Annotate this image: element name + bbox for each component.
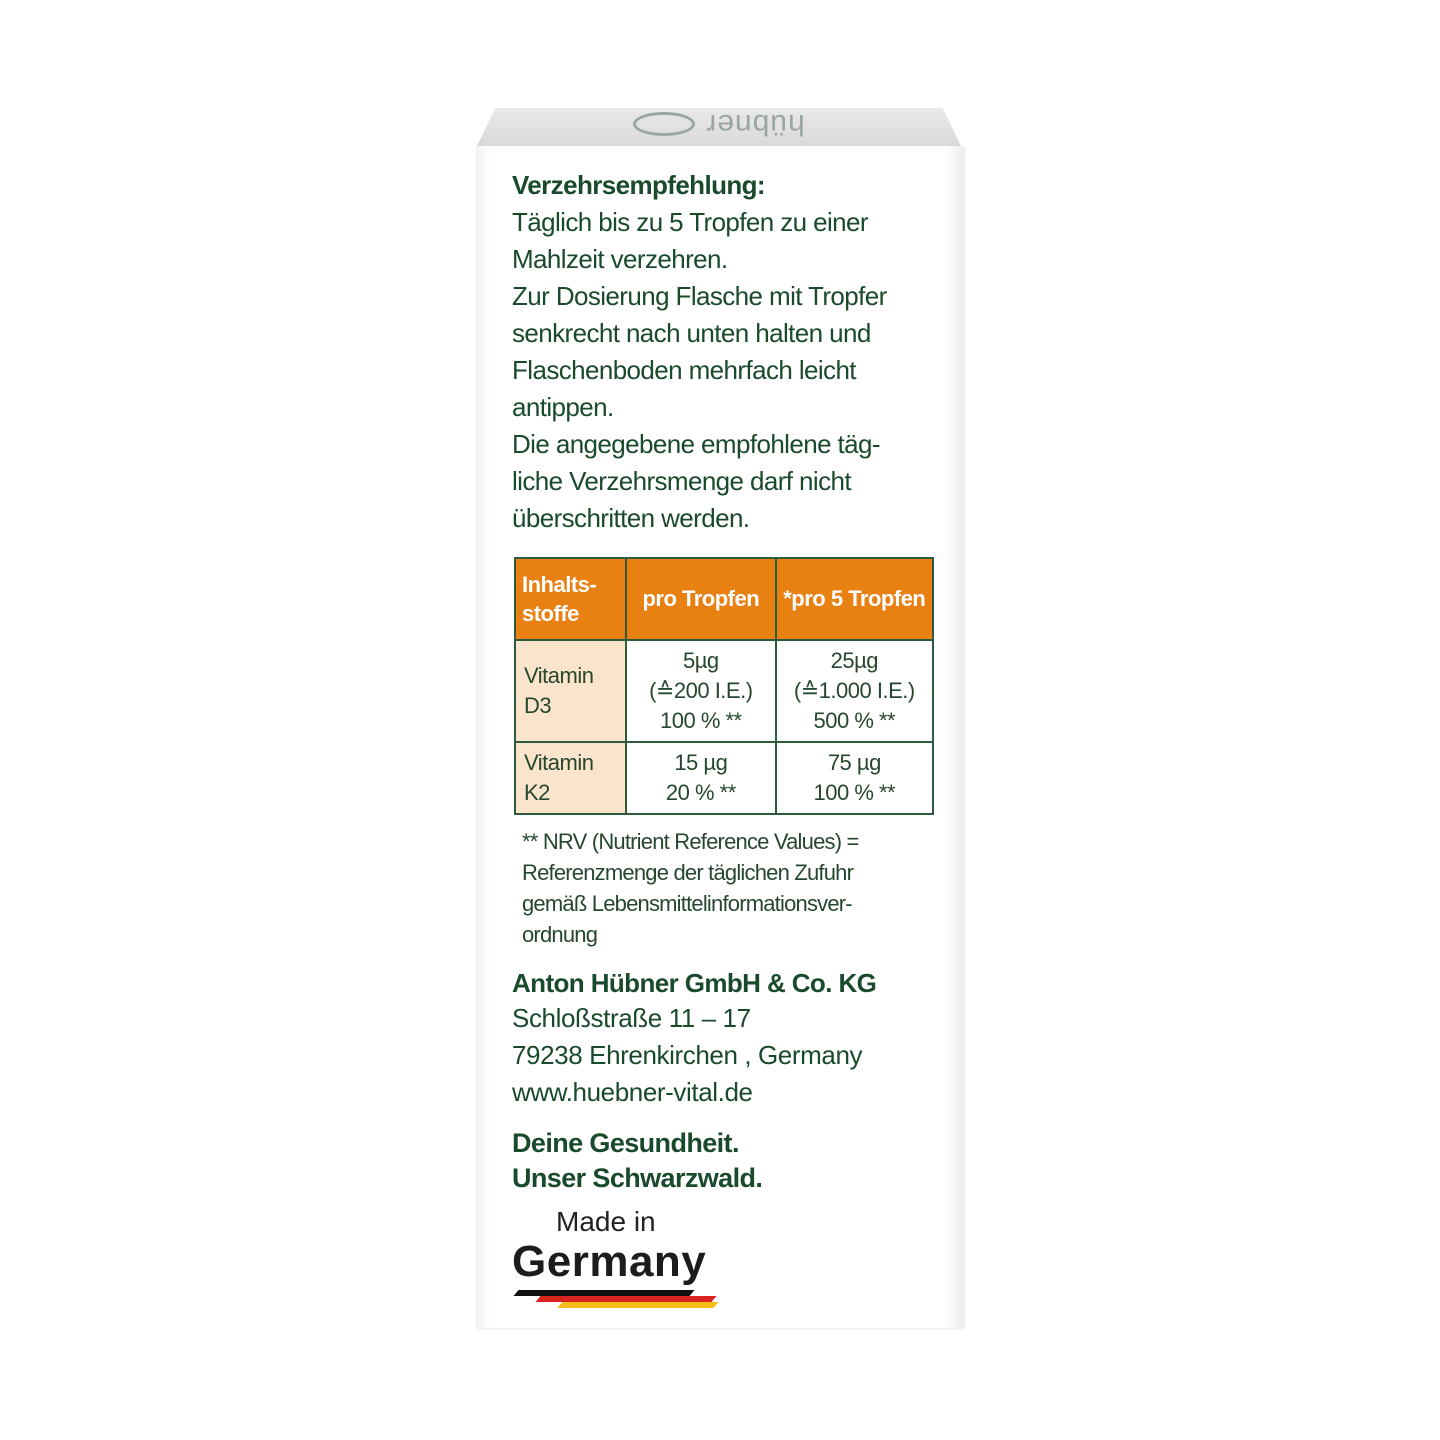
footnote-line: gemäß Lebensmittelinformationsver- [522, 891, 852, 916]
header-per-5-drops: *pro 5 Tropfen [776, 558, 933, 640]
usage-line: senkrecht nach unten halten und [512, 318, 871, 348]
germany-label: Germany [512, 1237, 707, 1286]
nrv-footnote [522, 826, 922, 950]
usage-line: liche Verzehrsmenge darf nicht [512, 466, 851, 496]
made-in-label: Made in [556, 1206, 656, 1237]
usage-line: überschritten werden. [512, 503, 750, 533]
brand-logo-flipped [476, 104, 962, 144]
row-name-vitamin-d3: Vitamin D3 [515, 640, 626, 742]
table-row [515, 742, 933, 814]
slogan-line-2: Unser Schwarzwald. [512, 1163, 763, 1193]
footnote-line: ** NRV (Nutrient Reference Values) = [522, 829, 859, 854]
city: 79238 Ehrenkirchen , Germany [512, 1040, 863, 1070]
cell-d3-per-drop: 5µg (≙200 I.E.) 100 % ** [626, 640, 776, 742]
usage-line: Täglich bis zu 5 Tropfen zu einer [512, 207, 868, 237]
usage-line: Flaschenboden mehrfach leicht [512, 355, 856, 385]
usage-line: antippen. [512, 392, 614, 422]
row-name-vitamin-k2: Vitamin K2 [515, 742, 626, 814]
cell-k2-per-drop: 15 µg 20 % ** [626, 742, 776, 814]
usage-line: Mahlzeit verzehren. [512, 244, 728, 274]
cell-k2-per-5-drops: 75 µg 100 % ** [776, 742, 933, 814]
flag-stripe-gold [557, 1302, 718, 1308]
footnote-line: Referenzmenge der täglichen Zufuhr [522, 860, 854, 885]
brand-name: hübner [705, 108, 805, 141]
brand-emblem-icon [633, 112, 695, 136]
table-header-row [515, 558, 933, 640]
table-row [515, 640, 933, 742]
manufacturer-address [512, 966, 942, 1111]
footnote-line: ordnung [522, 922, 598, 947]
made-in-germany-badge [512, 1206, 732, 1310]
cell-d3-per-5-drops: 25µg (≙1.000 I.E.) 500 % ** [776, 640, 933, 742]
company-name: Anton Hübner GmbH & Co. KG [512, 968, 877, 998]
usage-line: Die angegebene empfohlene täg- [512, 429, 880, 459]
header-ingredients: Inhalts- stoffe [515, 558, 626, 640]
header-per-drop: pro Tropfen [626, 558, 776, 640]
usage-section [512, 170, 942, 537]
slogan-line-1: Deine Gesundheit. [512, 1128, 739, 1158]
website: www.huebner-vital.de [512, 1077, 753, 1107]
slogan [512, 1126, 942, 1196]
usage-line: Zur Dosierung Flasche mit Tropfer [512, 281, 887, 311]
usage-text [512, 204, 942, 537]
usage-heading: Verzehrsempfehlung: [512, 170, 765, 200]
street: Schloßstraße 11 – 17 [512, 1003, 751, 1033]
nutrition-table [514, 557, 934, 815]
